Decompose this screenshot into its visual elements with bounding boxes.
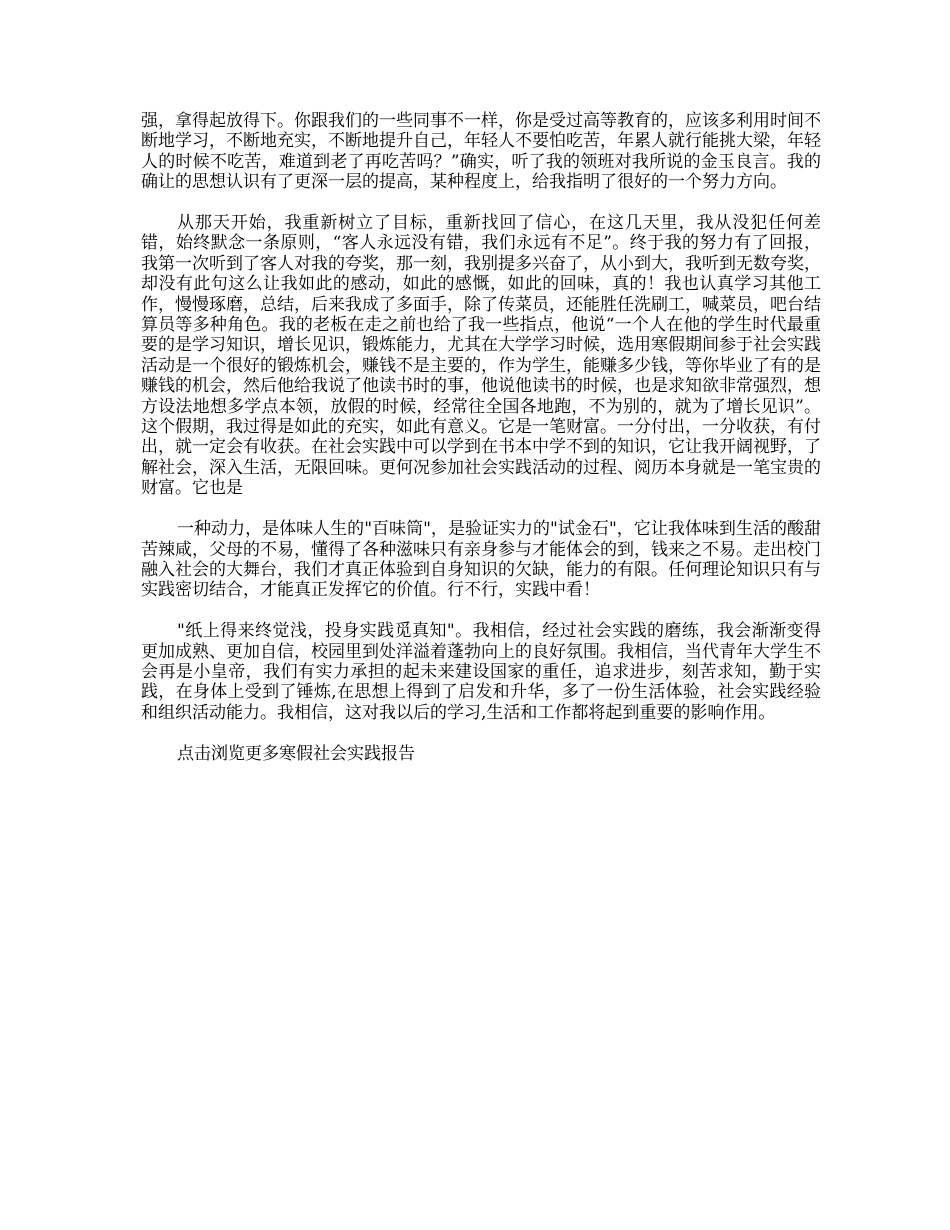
paragraph-new-goal: 从那天开始，我重新树立了目标，重新找回了信心，在这几天里，我从没犯任何差错，始终默念一条原则，“客人永远没有错，我们永远有不足”。终于我的努力有了回报，我第一次听到了客人对我的夸奖，那一刻，我别提多兴奋了，从小到大，我听到无数夸奖，却没有此句这么让我如此的感动，如此的感慨，如此的回味，真的！我也认真学习其他工作，慢慢琢磨，总结，后来我成了多面手，除了传菜员，还能胜任洗刷工，喊菜员，吧台结算员等多种角色。我的老板在走之前也给了我一些指点，他说“一个人在他的学生时代最重要的是学习知识，增长见识，锻炼能力，尤其在大学学习时候，选用寒假期间参于社会实践活动是一个很好的锻炼机会，赚钱不是主要的，作为学生，能赚多少钱，等你毕业了有的是赚钱的机会，然后他给我说了他读书时的事，他说他读书的时候，也是求知欲非常强烈，想方设法地想多学点本领，放假的时候，经常往全国各地跑，不为别的，就为了增长见识”。这个假期，我过得是如此的充实，如此有意义。它是一笔财富。一分付出，一分收获，有付出，就一定会有收获。在社会实践中可以学到在书本中学不到的知识，它让我开阔视野，了解社会，深入生活，无限回味。更何况参加社会实践活动的过程、阅历本身就是一笔宝贵的财富。它也是 [141, 213, 821, 499]
document-body [141, 111, 821, 764]
paragraph-continuation: 强，拿得起放得下。你跟我们的一些同事不一样，你是受过高等教育的，应该多利用时间不断地学习，不断地充实，不断地提升自己，年轻人不要怕吃苦，年累人就行能挑大梁，年轻人的时候不吃苦，难道到老了再吃苦吗？”确实，听了我的领班对我所说的金玉良言。我的确让的思想认识有了更深一层的提高，某种程度上，给我指明了很好的一个努力方向。 [141, 111, 821, 193]
more-reports-link[interactable]: 点击浏览更多寒假社会实践报告 [177, 743, 415, 764]
paragraph-conclusion: "纸上得来终觉浅，投身实践觅真知"。我相信，经过社会实践的磨练，我会渐渐变得更加成熟、更加自信，校园里到处洋溢着蓬勃向上的良好氛围。我相信，当代青年大学生不会再是小皇帝，我们有实力承担的起未来建设国家的重任，追求进步，刻苦求知，勤于实践，在身体上受到了锤炼,在思想上得到了启发和升华，多了一份生活体验，社会实践经验和组织活动能力。我相信，这对我以后的学习,生活和工作都将起到重要的影响作用。 [141, 621, 821, 723]
paragraph-motivation: 一种动力，是体味人生的"百味筒"，是验证实力的"试金石"，它让我体味到生活的酸甜苦辣咸，父母的不易，懂得了各种滋味只有亲身参与才能体会的到，钱来之不易。走出校门融入社会的大舞台，我们才真正体验到自身知识的欠缺，能力的有限。任何理论知识只有与实践密切结合，才能真正发挥它的价值。行不行，实践中看！ [141, 519, 821, 601]
